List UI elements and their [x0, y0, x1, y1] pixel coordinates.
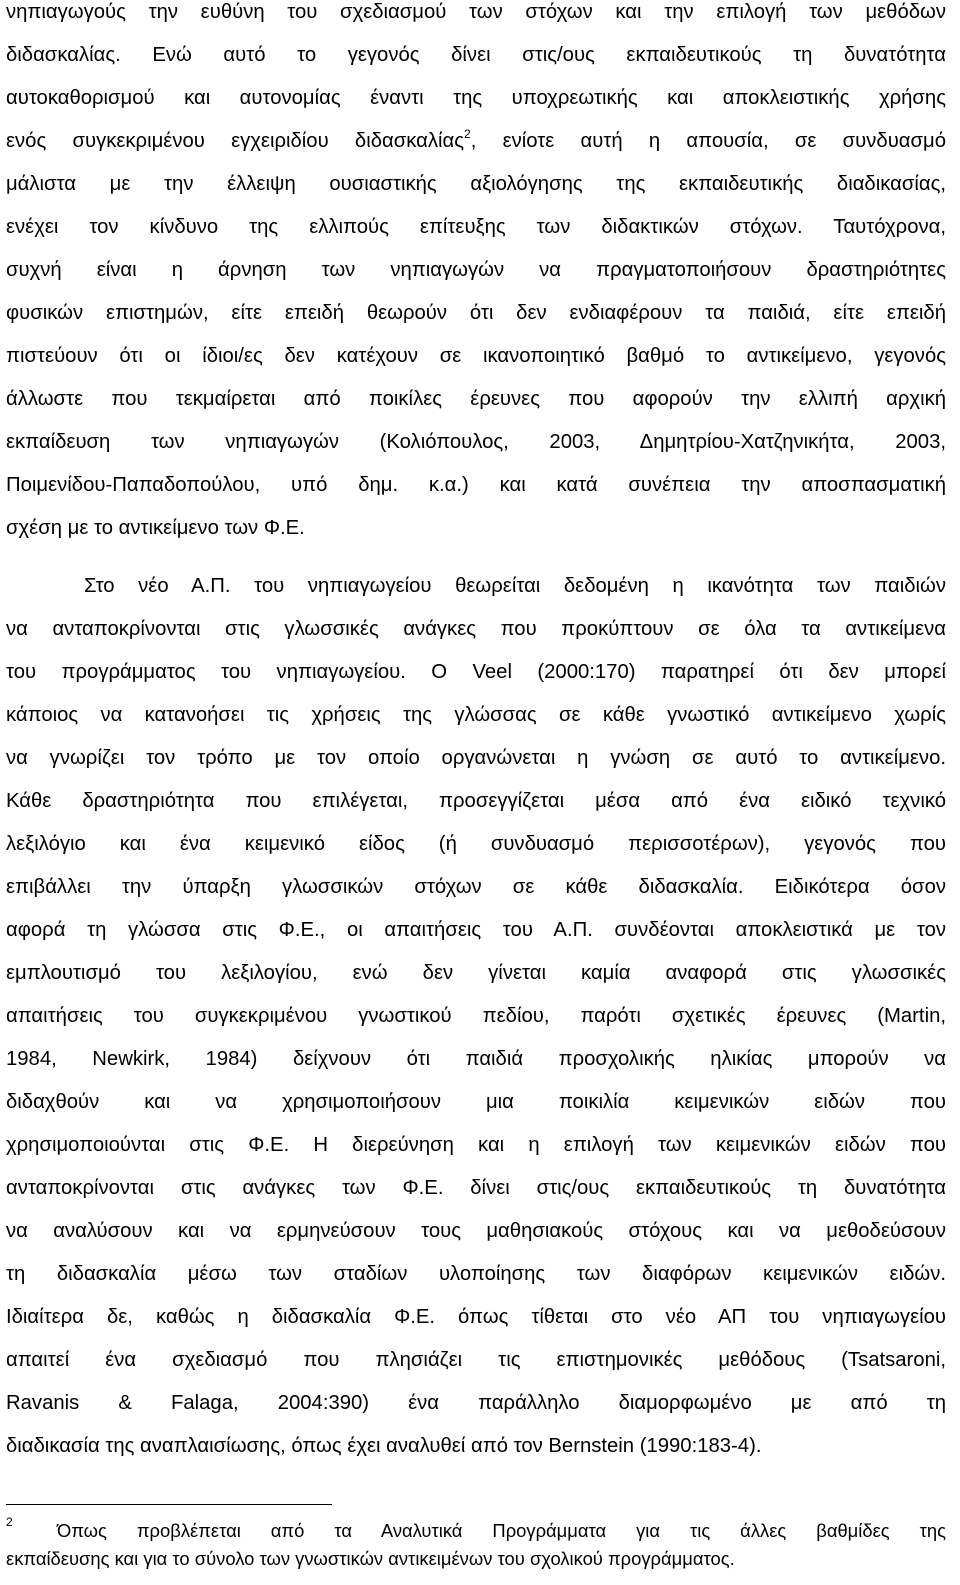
- text-line: ενέχει τον κίνδυνο της ελλιπούς επίτευξης των διδακτικών στόχων. Ταυτόχρονα,: [6, 216, 946, 238]
- text-line: μάλιστα με την έλλειψη ουσιαστικής αξιολόγησης της εκπαιδευτικής διαδικασίας,: [6, 173, 946, 195]
- text-line: απαιτεί ένα σχεδιασμό που πλησιάζει τις επιστημονικές μεθόδους (Tsatsaroni,: [6, 1349, 946, 1371]
- text-line: διδαχθούν και να χρησιμοποιήσουν μια ποικιλία κειμενικών ειδών που: [6, 1091, 946, 1113]
- footnote-number: 2: [6, 1515, 13, 1529]
- text-line: λεξιλόγιο και ένα κειμενικό είδος (ή συνδυασμό περισσοτέρων), γεγονός που: [6, 833, 946, 855]
- text-line: νηπιαγωγούς την ευθύνη του σχεδιασμού των στόχων και την επιλογή των μεθόδων: [6, 1, 946, 23]
- text-segment: , ενίοτε αυτή η απουσία, σε συνδυασμό: [470, 130, 946, 152]
- text-segment: ενός συγκεκριμένου εγχειριδίου διδασκαλίας: [6, 130, 464, 152]
- text-line: κάποιος να κατανοήσει τις χρήσεις της γλώσσας σε κάθε γνωστικό αντικείμενο χωρίς: [6, 704, 946, 726]
- footnote-reference: 2: [464, 127, 471, 141]
- text-line: αυτοκαθορισμού και αυτονομίας έναντι της υποχρεωτικής και αποκλειστικής χρήσης: [6, 87, 946, 109]
- text-line: Ποιμενίδου-Παπαδοπούλου, υπό δημ. κ.α.) και κατά συνέπεια την αποσπασματική: [6, 474, 946, 496]
- text-line: αφορά τη γλώσσα στις Φ.Ε., οι απαιτήσεις του Α.Π. συνδέονται αποκλειστικά με τον: [6, 919, 946, 941]
- text-line: πιστεύουν ότι οι ίδιοι/ες δεν κατέχουν σε ικανοποιητικό βαθμό το αντικείμενο, γεγονός: [6, 345, 946, 367]
- footnote-line: εκπαίδευσης και για το σύνολο των γνωστικών αντικειμένων του σχολικού προγράμματος.: [6, 1548, 735, 1569]
- text-line: να αναλύσουν και να ερμηνεύσουν τους μαθησιακούς στόχους και να μεθοδεύσουν: [6, 1220, 946, 1242]
- text-line: χρησιμοποιούνται στις Φ.Ε. Η διερεύνηση και η επιλογή των κειμενικών ειδών που: [6, 1134, 946, 1156]
- text-line: απαιτήσεις του συγκεκριμένου γνωστικού πεδίου, παρότι σχετικές έρευνες (Martin,: [6, 1005, 946, 1027]
- text-line: να γνωρίζει τον τρόπο με τον οποίο οργανώνεται η γνώση σε αυτό το αντικείμενο.: [6, 747, 946, 769]
- text-line: εμπλουτισμό του λεξιλογίου, ενώ δεν γίνεται καμία αναφορά στις γλωσσικές: [6, 962, 946, 984]
- text-line: Κάθε δραστηριότητα που επιλέγεται, προσεγγίζεται μέσα από ένα ειδικό τεχνικό: [6, 790, 946, 812]
- text-line: άλλωστε που τεκμαίρεται από ποικίλες έρευνες που αφορούν την ελλιπή αρχική: [6, 388, 946, 410]
- footnote-separator: [6, 1504, 332, 1505]
- text-line: Στο νέο Α.Π. του νηπιαγωγείου θεωρείται δεδομένη η ικανότητα των παιδιών: [84, 575, 946, 597]
- text-line: του προγράμματος του νηπιαγωγείου. Ο Veel (2000:170) παρατηρεί ότι δεν μπορεί: [6, 661, 946, 683]
- text-line: Ιδιαίτερα δε, καθώς η διδασκαλία Φ.Ε. όπως τίθεται στο νέο ΑΠ του νηπιαγωγείου: [6, 1306, 946, 1328]
- text-line: επιβάλλει την ύπαρξη γλωσσικών στόχων σε κάθε διδασκαλία. Ειδικότερα όσον: [6, 876, 946, 898]
- text-line: σχέση με το αντικείμενο των Φ.Ε.: [6, 517, 305, 539]
- text-line: συχνή είναι η άρνηση των νηπιαγωγών να πραγματοποιήσουν δραστηριότητες: [6, 259, 946, 281]
- text-line: φυσικών επιστημών, είτε επειδή θεωρούν ότι δεν ενδιαφέρουν τα παιδιά, είτε επειδή: [6, 302, 946, 324]
- text-line: διδασκαλίας. Ενώ αυτό το γεγονός δίνει στις/ους εκπαιδευτικούς τη δυνατότητα: [6, 44, 946, 66]
- text-line-with-footnote: [6, 126, 946, 156]
- text-line: να ανταποκρίνονται στις γλωσσικές ανάγκες που προκύπτουν σε όλα τα αντικείμενα: [6, 618, 946, 640]
- text-line: διαδικασία της αναπλαισίωσης, όπως έχει αναλυθεί από τον Bernstein (1990:183-4).: [6, 1435, 762, 1457]
- text-line: εκπαίδευση των νηπιαγωγών (Κολιόπουλος, 2003, Δημητρίου-Χατζηνικήτα, 2003,: [6, 431, 946, 453]
- text-line: ανταποκρίνονται στις ανάγκες των Φ.Ε. δίνει στις/ους εκπαιδευτικούς τη δυνατότητα: [6, 1177, 946, 1199]
- text-line: Ravanis & Falaga, 2004:390) ένα παράλληλο διαμορφωμένο με από τη: [6, 1392, 946, 1414]
- text-line: 1984, Newkirk, 1984) δείχνουν ότι παιδιά προσχολικής ηλικίας μπορούν να: [6, 1048, 946, 1070]
- text-line: τη διδασκαλία μέσω των σταδίων υλοποίησης των διαφόρων κειμενικών ειδών.: [6, 1263, 946, 1285]
- footnote-line: Όπως προβλέπεται από τα Αναλυτικά Προγράμματα για τις άλλες βαθμίδες της: [57, 1520, 946, 1541]
